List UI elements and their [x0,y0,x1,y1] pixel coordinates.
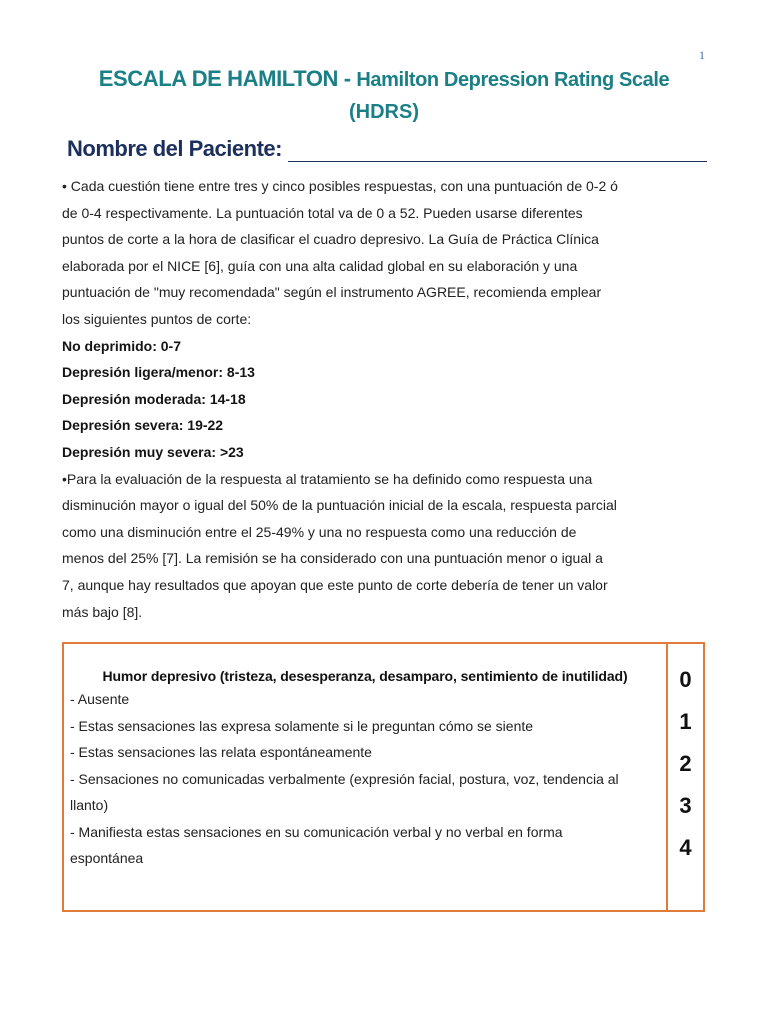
item-table [62,642,705,912]
score-0[interactable]: 0 [679,667,692,692]
intro-line: de 0-4 respectivamente. La puntuación total va de 0 a 52. Pueden usarse diferentes [62,204,583,221]
intro-line: puntos de corte a la hora de clasificar el cuadro depresivo. La Guía de Práctica Clínica [62,231,599,248]
item-score-cell [668,644,703,910]
item-option: - Estas sensaciones las expresa solamente si le preguntan cómo se siente [70,717,534,734]
response-line: más bajo [8]. [62,603,143,620]
item-option: - Estas sensaciones las relata espontáneamente [70,744,372,760]
page-title [0,64,768,127]
item-option: - Manifiesta estas sensaciones en su comunicación verbal y no verbal en forma [70,823,563,840]
intro-line: • Cada cuestión tiene entre tres y cinco posibles respuestas, con una puntuación de 0-2 ó [62,178,618,194]
response-line: •Para la evaluación de la respuesta al tratamiento se ha definido como respuesta una [62,470,593,487]
intro-line: los siguientes puntos de corte: [62,310,252,327]
item-option: espontánea [70,850,144,866]
cutoff-item: Depresión muy severa: >23 [62,443,244,460]
item-option: llanto) [70,797,109,813]
score-2[interactable]: 2 [679,751,692,776]
response-line: 7, aunque hay resultados que apoyan que este punto de corte debería de tener un valor [62,576,608,593]
score-3[interactable]: 3 [679,793,692,818]
item-heading: Humor depresivo (tristeza, desesperanza, desamparo, sentimiento de inutilidad) [102,668,628,684]
title-part2: Hamilton Depression Rating Scale [356,69,670,91]
intro-line: elaborada por el NICE [6], guía con una alta calidad global en su elaboración y una [62,257,578,274]
page-number: 1 [699,48,705,62]
cutoff-item: No deprimido: 0-7 [62,337,182,354]
intro-text [62,173,662,625]
title-part1: ESCALA DE HAMILTON [98,66,339,91]
patient-name-line[interactable] [288,139,707,162]
cutoff-item: Depresión severa: 19-22 [62,417,224,434]
patient-name-row [67,136,707,162]
response-line: como una disminución entre el 25-49% y una no respuesta como una reducción de [62,523,577,540]
score-1[interactable]: 1 [679,709,692,734]
item-option: - Ausente [70,691,130,707]
response-line: disminución mayor o igual del 50% de la puntuación inicial de la escala, respuesta parcial [62,497,617,514]
patient-name-label: Nombre del Paciente: [67,136,282,161]
cutoff-item: Depresión ligera/menor: 8-13 [62,364,255,381]
response-line: menos del 25% [7]. La remisión se ha considerado con una puntuación menor o igual a [62,550,603,567]
item-description-cell [64,644,668,910]
score-4[interactable]: 4 [679,835,692,860]
title-part3: (HDRS) [349,101,419,123]
title-separator: - [338,66,357,91]
item-option: - Sensaciones no comunicadas verbalmente (expresión facial, postura, voz, tendencia al [70,770,619,787]
intro-line: puntuación de "muy recomendada" según el instrumento AGREE, recomienda emplear [62,284,602,301]
cutoff-item: Depresión moderada: 14-18 [62,390,246,407]
